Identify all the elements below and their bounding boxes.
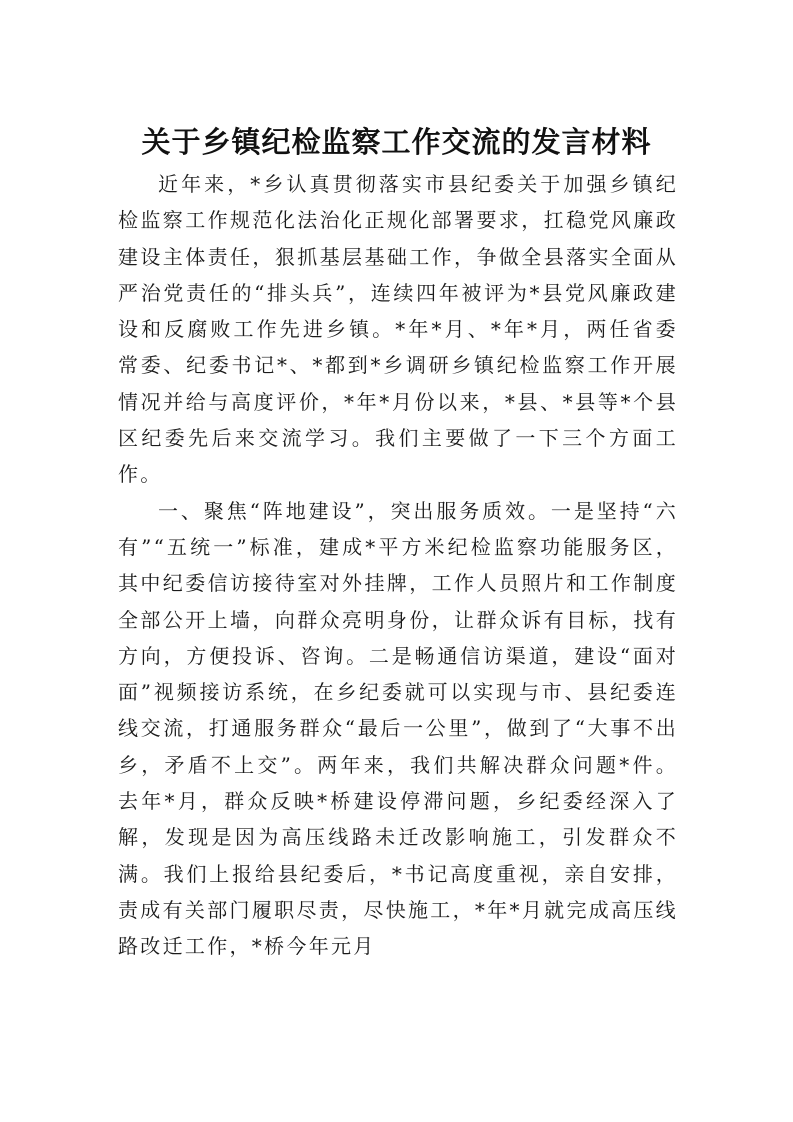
paragraph-section-one: 一、聚焦“阵地建设”，突出服务质效。一是坚持“六有”“五统一”标准，建成*平方米纪检监察功能服务区，其中纪委信访接待室对外挂牌，工作人员照片和工作制度全部公开上墙，向群众亮明身份，让群众诉有目标，找有方向，方便投诉、咨询。二是畅通信访渠道，建设“面对面”视频接访系统，在乡纪委就可以实现与市、县纪委连线交流，打通服务群众“最后一公里”，做到了“大事不出乡，矛盾不上交”。两年来，我们共解决群众问题*件。去年*月，群众反映*桥建设停滞问题，乡纪委经深入了解，发现是因为高压线路未迁改影响施工，引发群众不满。我们上报给县纪委后，*书记高度重视，亲自安排，责成有关部门履职尽责，尽快施工，*年*月就完成高压线路改迁工作，*桥今年元月 bbox=[118, 498, 678, 959]
paragraph-intro: 近年来，*乡认真贯彻落实市县纪委关于加强乡镇纪检监察工作规范化法治化正规化部署要求，扛稳党风廉政建设主体责任，狠抓基层基础工作，争做全县落实全面从严治党责任的“排头兵”，连续四年被评为*县党风廉政建设和反腐败工作先进乡镇。*年*月、*年*月，两任省委常委、纪委书记*、*都到*乡调研乡镇纪检监察工作开展情况并给与高度评价，*年*月份以来，*县、*县等*个县区纪委先后来交流学习。我们主要做了一下三个方面工作。 bbox=[118, 172, 678, 487]
document-body bbox=[118, 166, 678, 965]
document-title: 关于乡镇纪检监察工作交流的发言材料 bbox=[141, 125, 652, 159]
